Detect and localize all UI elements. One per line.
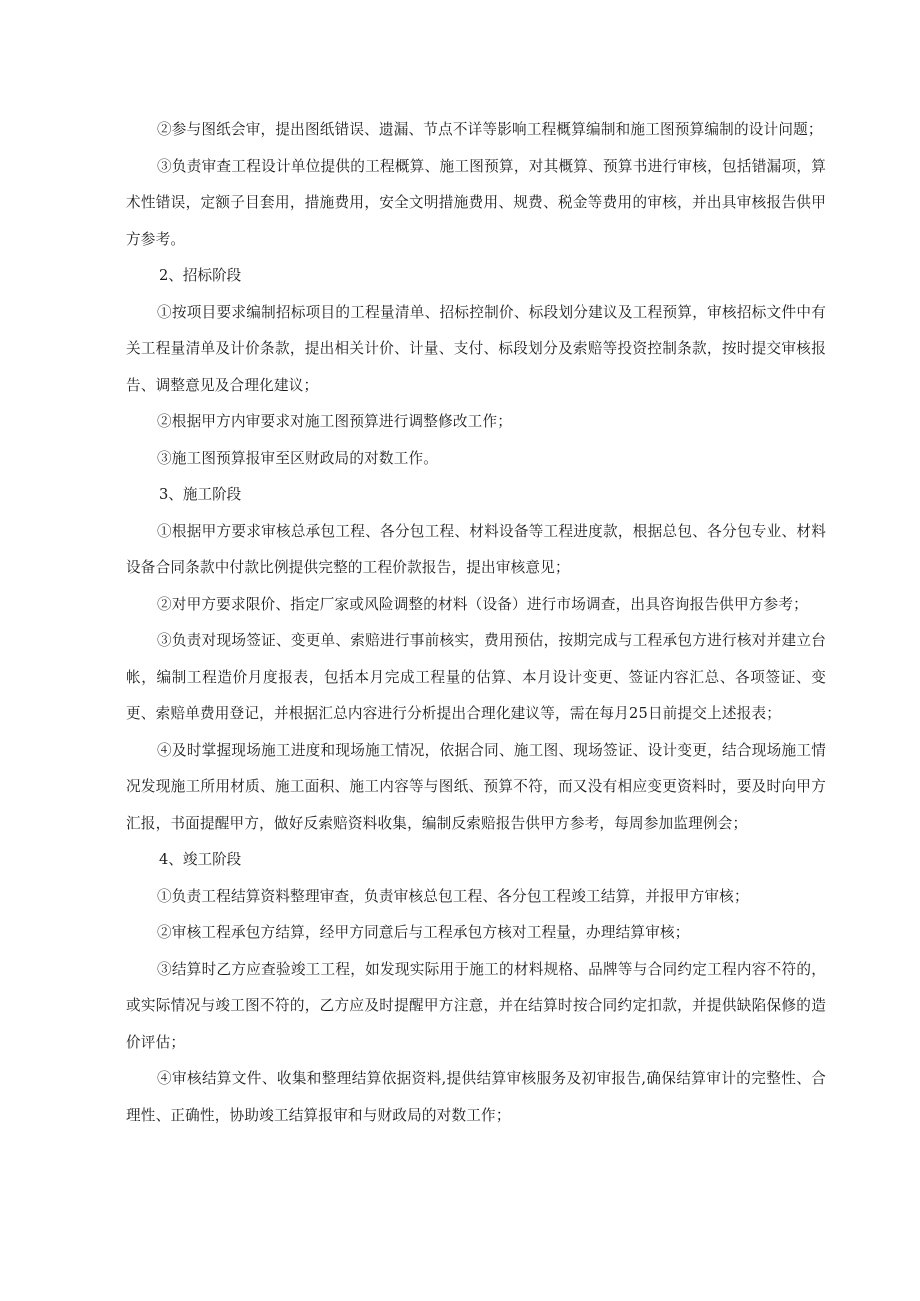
section-heading-bidding: 2、招标阶段: [159, 267, 242, 284]
paragraph-completion-4: ④审核结算文件、收集和整理结算依据资料,提供结算审核服务及初审报告,确保结算审计的完整性、合理性、正确性，协助竣工结算报审和与财政局的对数工作；: [126, 1070, 826, 1124]
paragraph-drawing-review: ②参与图纸会审，提出图纸错误、遗漏、节点不详等影响工程概算编制和施工图预算编制的设计问题；: [157, 121, 823, 138]
paragraph-completion-1: ①负责工程结算资料整理审查，负责审核总包工程、各分包工程竣工结算，并报甲方审核；: [157, 887, 749, 905]
paragraph-construction-2: ②对甲方要求限价、指定厂家或风险调整的材料（设备）进行市场调查，出具咨询报告供甲方参考；: [157, 595, 808, 613]
paragraph-bidding-1: ①按项目要求编制招标项目的工程量清单、招标控制价、标段划分建议及工程预算，审核招标文件中有关工程量清单及计价条款，提出相关计价、计量、支付、标段划分及索赔等投资控制条款，按时提交审核报告、调整意见及合理化建议；: [126, 303, 826, 394]
section-heading-completion: 4、竣工阶段: [159, 851, 242, 868]
paragraph-completion-3: ③结算时乙方应查验竣工工程，如发现实际用于施工的材料规格、品牌等与合同约定工程内容不符的，或实际情况与竣工图不符的，乙方应及时提醒甲方注意，并在结算时按合同约定扣款，并提供缺陷保修的造价评估；: [126, 960, 826, 1051]
paragraph-construction-3: ③负责对现场签证、变更单、索赔进行事前核实，费用预估，按期完成与工程承包方进行核对并建立台帐，编制工程造价月度报表，包括本月完成工程量的估算、本月设计变更、签证内容汇总、各项签证、变更、索赔单费用登记，并根据汇总内容进行分析提出合理化建议等，需在每月25日前提交上述报表；: [126, 632, 826, 722]
paragraph-construction-4: ④及时掌握现场施工进度和现场施工情况，依据合同、施工图、现场签证、设计变更，结合现场施工情况发现施工所用材质、施工面积、施工内容等与图纸、预算不符，而又没有相应变更资料时，要及时向甲方汇报，书面提醒甲方，做好反索赔资料收集，编制反索赔报告供甲方参考，每周参加监理例会；: [126, 741, 826, 832]
document-page: [126, 112, 826, 1134]
paragraph-completion-2: ②审核工程承包方结算，经甲方同意后与工程承包方核对工程量，办理结算审核；: [157, 924, 690, 941]
paragraph-bidding-3: ③施工图预算报审至区财政局的对数工作。: [157, 449, 439, 467]
paragraph-budget-review: ③负责审查工程设计单位提供的工程概算、施工图预算，对其概算、预算书进行审核，包括错漏项，算术性错误，定额子目套用，措施费用，安全文明措施费用、规费、税金等费用的审核，并出具审核报告供甲方参考。: [126, 157, 826, 248]
paragraph-bidding-2: ②根据甲方内审要求对施工图预算进行调整修改工作；: [157, 413, 513, 430]
section-heading-construction: 3、施工阶段: [159, 486, 242, 503]
paragraph-construction-1: ①根据甲方要求审核总承包工程、各分包工程、材料设备等工程进度款，根据总包、各分包专业、材料设备合同条款中付款比例提供完整的工程价款报告，提出审核意见；: [126, 522, 826, 576]
